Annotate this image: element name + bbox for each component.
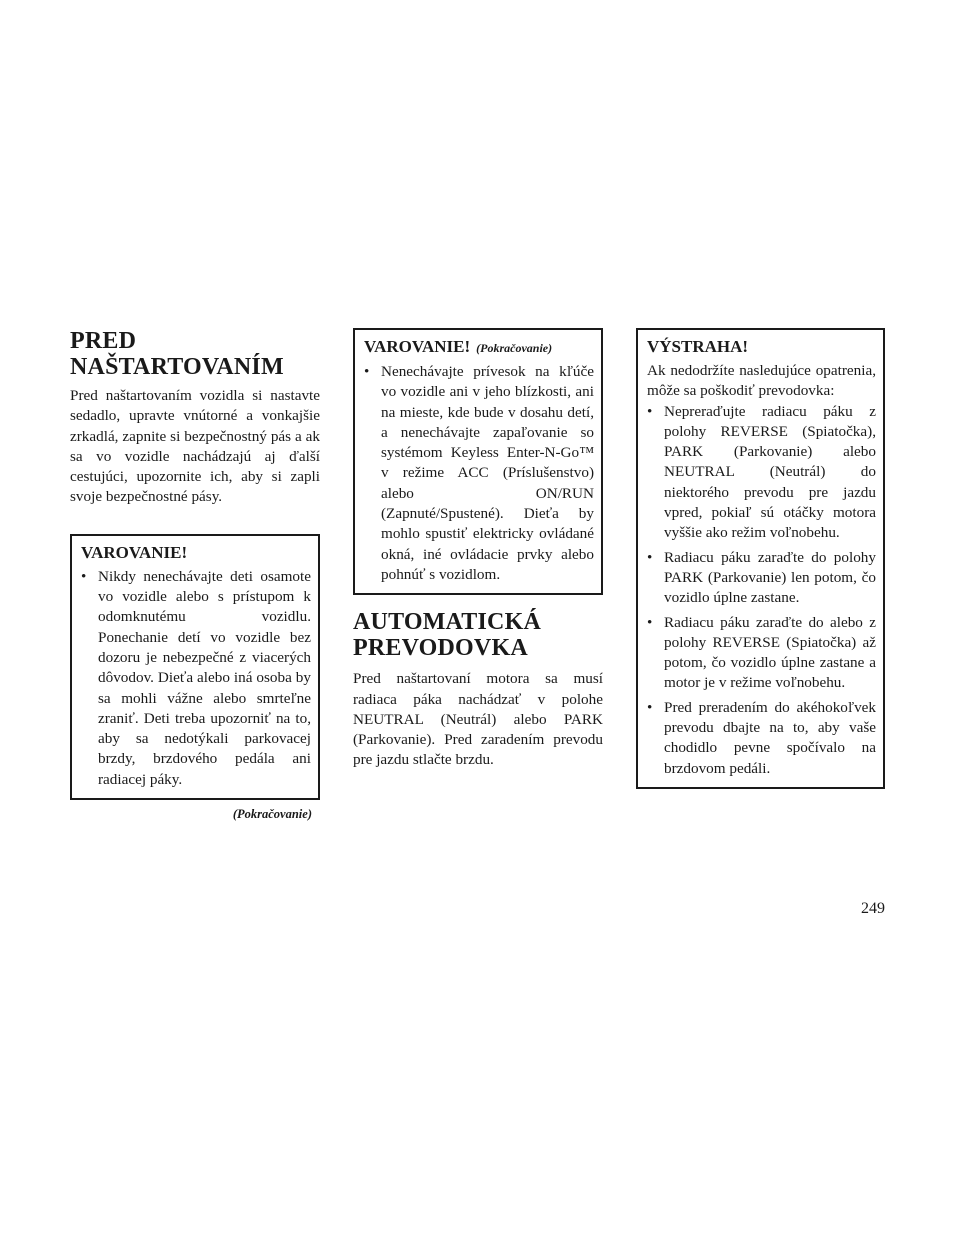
list-item (364, 362, 594, 585)
list-item-text: Pred preradením do akéhokoľvek prevodu dbajte na to, aby vaše chodidlo pevne spočívalo na brzdovom pedáli. (664, 698, 876, 777)
warning-list (364, 362, 594, 585)
section-body-before-starting: Pred naštartovaním vozidla si nastavte sedadlo, upravte vnútorné a vonkajšie zrkadlá, zapnite si bezpečnostný pás a ak sa vo vozidle nachádzajú aj ďalší cestujúci, upozornite ich, aby si zapli svoje bezpečnostné pásy. (70, 387, 320, 506)
left-column (70, 328, 320, 822)
caution-box-transmission (636, 328, 885, 789)
bullet-icon: • (647, 402, 653, 420)
page-number: 249 (861, 900, 885, 917)
section-title-line2: PREVODOVKA (353, 635, 528, 662)
right-column (636, 328, 885, 789)
warning-title: VAROVANIE! (364, 337, 471, 356)
section-title-line1: AUTOMATICKÁ (353, 609, 541, 636)
warning-title-continued (364, 336, 594, 359)
bullet-icon: • (647, 698, 653, 716)
middle-column (353, 328, 603, 771)
warning-title: VAROVANIE! (81, 542, 188, 562)
continued-label: (Pokračovanie) (476, 341, 553, 355)
caution-list (647, 402, 876, 779)
section-title-line2: NAŠTARTOVANÍM (70, 354, 284, 380)
caution-intro: Ak nedodržíte nasledujúce opatrenia, môže sa poškodiť prevodovka: (647, 362, 876, 400)
bullet-icon: • (647, 548, 653, 566)
list-item (647, 613, 876, 694)
list-item (647, 548, 876, 609)
continued-note: (Pokračovanie) (232, 807, 312, 822)
bullet-icon: • (647, 613, 653, 631)
list-item-text: Nenechávajte prívesok na kľúče vo vozidle ani v jeho blízkosti, ani na mieste, kde bude v dosahu detí, a nenechávajte zapaľovanie so systémom Keyless Enter-N-Go™ v režime ACC (Príslušenstvo) alebo ON/RUN (Zapnuté/Spustené). Dieťa by mohlo spustiť elektricky ovládané okná, iné ovládacie prvky alebo pohnúť s vozidlom. (381, 363, 594, 583)
warning-box-children (70, 534, 320, 800)
warning-list (81, 567, 311, 790)
caution-title: VÝSTRAHA! (647, 337, 749, 356)
list-item-text: Radiacu páku zaraďte do polohy PARK (Parkovanie) len potom, čo vozidlo úplne zastane. (664, 548, 876, 607)
section-title-before-starting (70, 328, 320, 380)
bullet-icon: • (364, 363, 370, 380)
bullet-icon: • (81, 567, 87, 585)
list-item-text: Nepreraďujte radiacu páku z polohy REVERSE (Spiatočka), PARK (Parkovanie) alebo NEUTRAL (Neutrál) do niektorého prevodu pre jazdu vpred, pokiaľ sú otáčky motora vyššie ako režim voľnobehu. (664, 402, 876, 542)
section-title-line1: PRED (70, 328, 137, 354)
section-body-automatic-transmission: Pred naštartovaní motora sa musí radiaca páka nachádzať v polohe NEUTRAL (Neutrál) alebo PARK (Parkovanie). Pred zaradením prevodu pre jazdu stlačte brzdu. (353, 670, 603, 769)
list-item (81, 567, 311, 790)
list-item (647, 402, 876, 544)
list-item (647, 698, 876, 779)
warning-box-keyfob (353, 328, 603, 595)
section-title-automatic-transmission (353, 609, 603, 661)
list-item-text: Nikdy nenechávajte deti osamote vo vozidle alebo s prístupom k odomknutému vozidlu. Ponechanie detí vo vozidle bez dozoru je nebezpečné z viacerých dôvodov. Dieťa alebo iná osoba by sa mohli vážne alebo smrteľne zraniť. Deti treba upozorniť na to, aby sa nedotýkali parkovacej brzdy, brzdového pedála ani radiacej páky. (98, 567, 311, 788)
list-item-text: Radiacu páku zaraďte do alebo z polohy REVERSE (Spiatočka) až potom, čo vozidlo úplne zastane a motor je v režime voľnobehu. (664, 613, 876, 692)
